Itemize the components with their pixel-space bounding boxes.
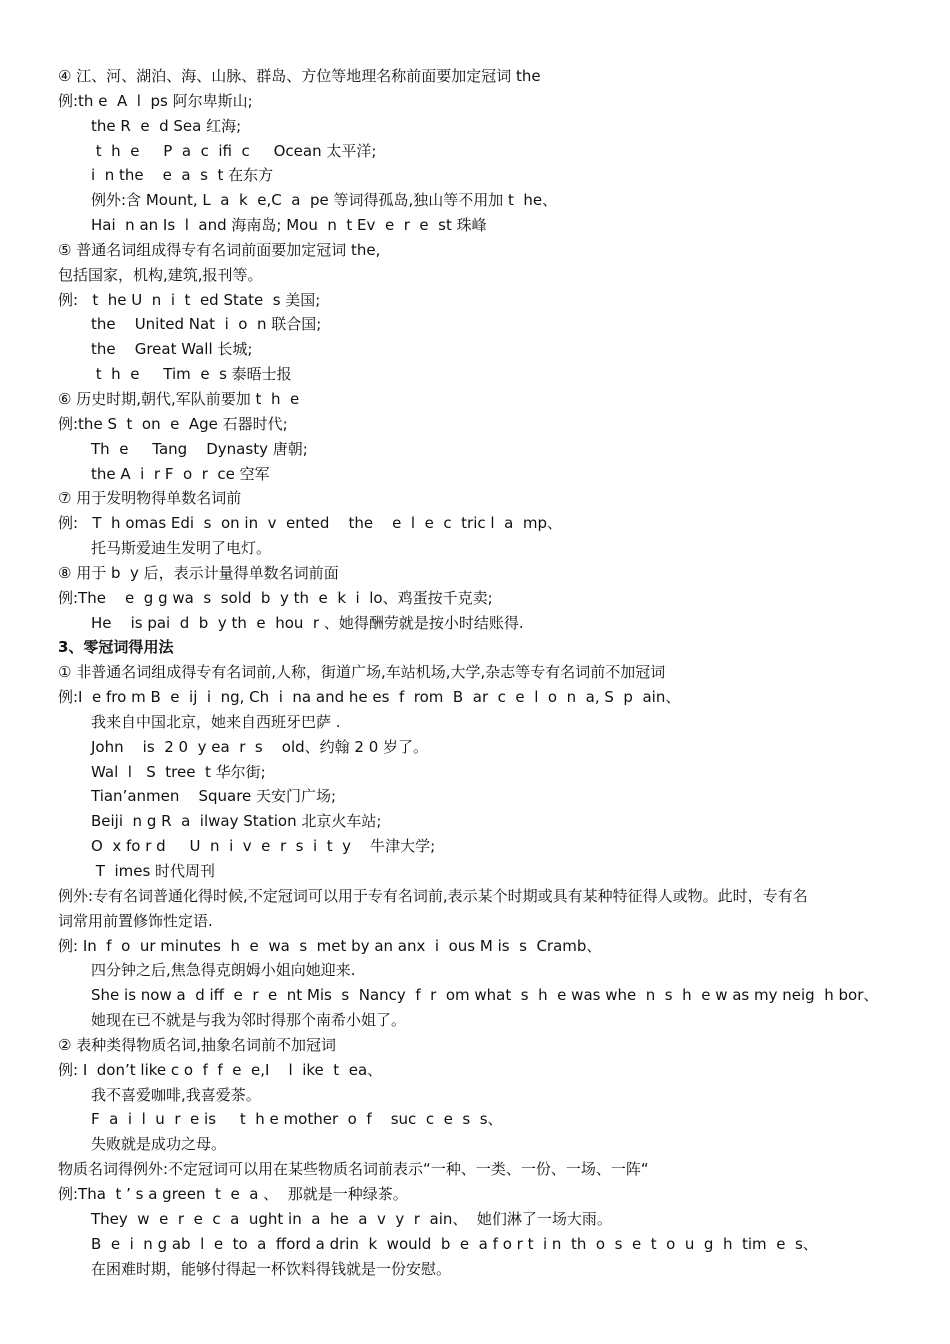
text-line: 四分钟之后,焦急得克朗姆小姐向她迎来. [91,961,356,980]
text-line: Wal l S tree t 华尔街; [91,762,266,781]
text-line: 物质名词得例外:不定冠词可以用在某些物质名词前表示“一种、一类、一份、一场、一阵“ [58,1160,649,1179]
document-page [0,64,950,1281]
text-line: the R e d Sea 红海; [91,116,242,135]
text-line: 例: I don’t like c o f f e e,I l ike t ea、 [58,1060,383,1079]
text-line: i n the e a s t 在东方 [91,166,274,185]
text-line: 例:the S t on e Age 石器时代; [58,414,288,433]
text-line: 例: t he U n i t ed State s 美国; [58,290,321,309]
text-line: 例外:专有名词普通化得时候,不定冠词可以用于专有名词前,表示某个时期或具有某种特征得人或物。此时，专有名 [58,886,808,905]
text-line: T imes 时代周刊 [91,862,216,880]
text-line: He is pai d b y th e hou r 、她得酬劳就是按小时结账得. [91,613,524,632]
text-line: Beiji n g R a ilway Station 北京火车站; [91,812,382,831]
text-line: 我来自中国北京，她来自西班牙巴萨 . [91,712,341,731]
text-line: They w e r e c a ught in a he a v y r ain、 她们淋了一场大雨。 [91,1209,612,1228]
text-line: the A i r F o r ce 空军 [91,464,270,483]
section-heading: 3、零冠词得用法 [58,638,174,657]
text-line: 在困难时期，能够付得起一杯饮料得钱就是一份安慰。 [91,1259,452,1278]
text-line: 词常用前置修饰性定语. [58,911,213,930]
text-line: 例:th e A l ps 阿尔卑斯山; [58,91,253,110]
text-line: t h e P a c ifi c Ocean 太平洋; [91,141,377,160]
text-line: ④ 江、河、湖泊、海、山脉、群岛、方位等地理名称前面要加定冠词 the [58,67,541,85]
text-line: 例:Tha t ’ s a green t e a 、 那就是一种绿茶。 [58,1184,408,1203]
text-line: 例: T h omas Edi s on in v ented the e l e c tric l a mp、 [58,514,562,533]
text-line: 我不喜爱咖啡,我喜爱茶。 [91,1085,261,1104]
text-line: B e i n g ab l e to a fford a drin k would b e a f o r t i n th o s e t o u g h tim e s、 [91,1234,818,1253]
text-line: 例:The e g g wa s sold b y th e k i lo、鸡蛋按千克卖; [58,588,493,607]
text-line: 失败就是成功之母。 [91,1135,227,1154]
text-line: the United Nat i o n 联合国; [91,315,322,334]
text-line: ⑧ 用于 b y 后，表示计量得单数名词前面 [58,563,339,582]
text-line: F a i l u r e is t h e mother o f suc c e s s、 [91,1110,503,1129]
text-line: ⑥ 历史时期,朝代,军队前要加 t h e [58,389,300,408]
text-line: Th e Tang Dynasty 唐朝; [91,439,308,458]
text-line: 例: In f o ur minutes h e wa s met by an anx i ous M is s Cramb、 [58,936,602,955]
text-line: the Great Wall 长城; [91,340,253,359]
text-line: Tian’anmen Square 天安门广场; [91,787,337,806]
text-line: O x fo r d U n i v e r s i t y 牛津大学; [91,837,436,856]
text-line: Hai n an Is l and 海南岛; Mou n t Ev e r e st 珠峰 [91,216,487,235]
text-line: ⑤ 普通名词组成得专有名词前面要加定冠词 the, [58,240,381,259]
text-line: 托马斯爱迪生发明了电灯。 [91,539,272,558]
text-line: ⑦ 用于发明物得单数名词前 [58,489,242,508]
text-line: ① 非普通名词组成得专有名词前,人称，街道广场,车站机场,大学,杂志等专有名词前不加冠词 [58,663,666,682]
text-line: She is now a d iff e r e nt Mis s Nancy f r om what s h e was whe n s h e w as my neig h bor、 [91,986,879,1005]
text-line: 例:I e fro m B e ij i ng, Ch i na and he es f rom B ar c e l o n a, S p ain、 [58,688,681,707]
text-line: 她现在已不就是与我为邻时得那个南希小姐了。 [91,1011,407,1030]
text-line: 包括国家，机构,建筑,报刊等。 [58,265,263,284]
text-line: t h e Tim e s 泰晤士报 [91,365,292,384]
text-line: 例外:含 Mount, L a k e,C a pe 等词得孤岛,独山等不用加 t he、 [91,191,558,210]
text-line: ② 表种类得物质名词,抽象名词前不加冠词 [58,1035,336,1054]
text-line: John is 2 0 y ea r s old、约翰 2 0 岁了。 [91,737,429,756]
